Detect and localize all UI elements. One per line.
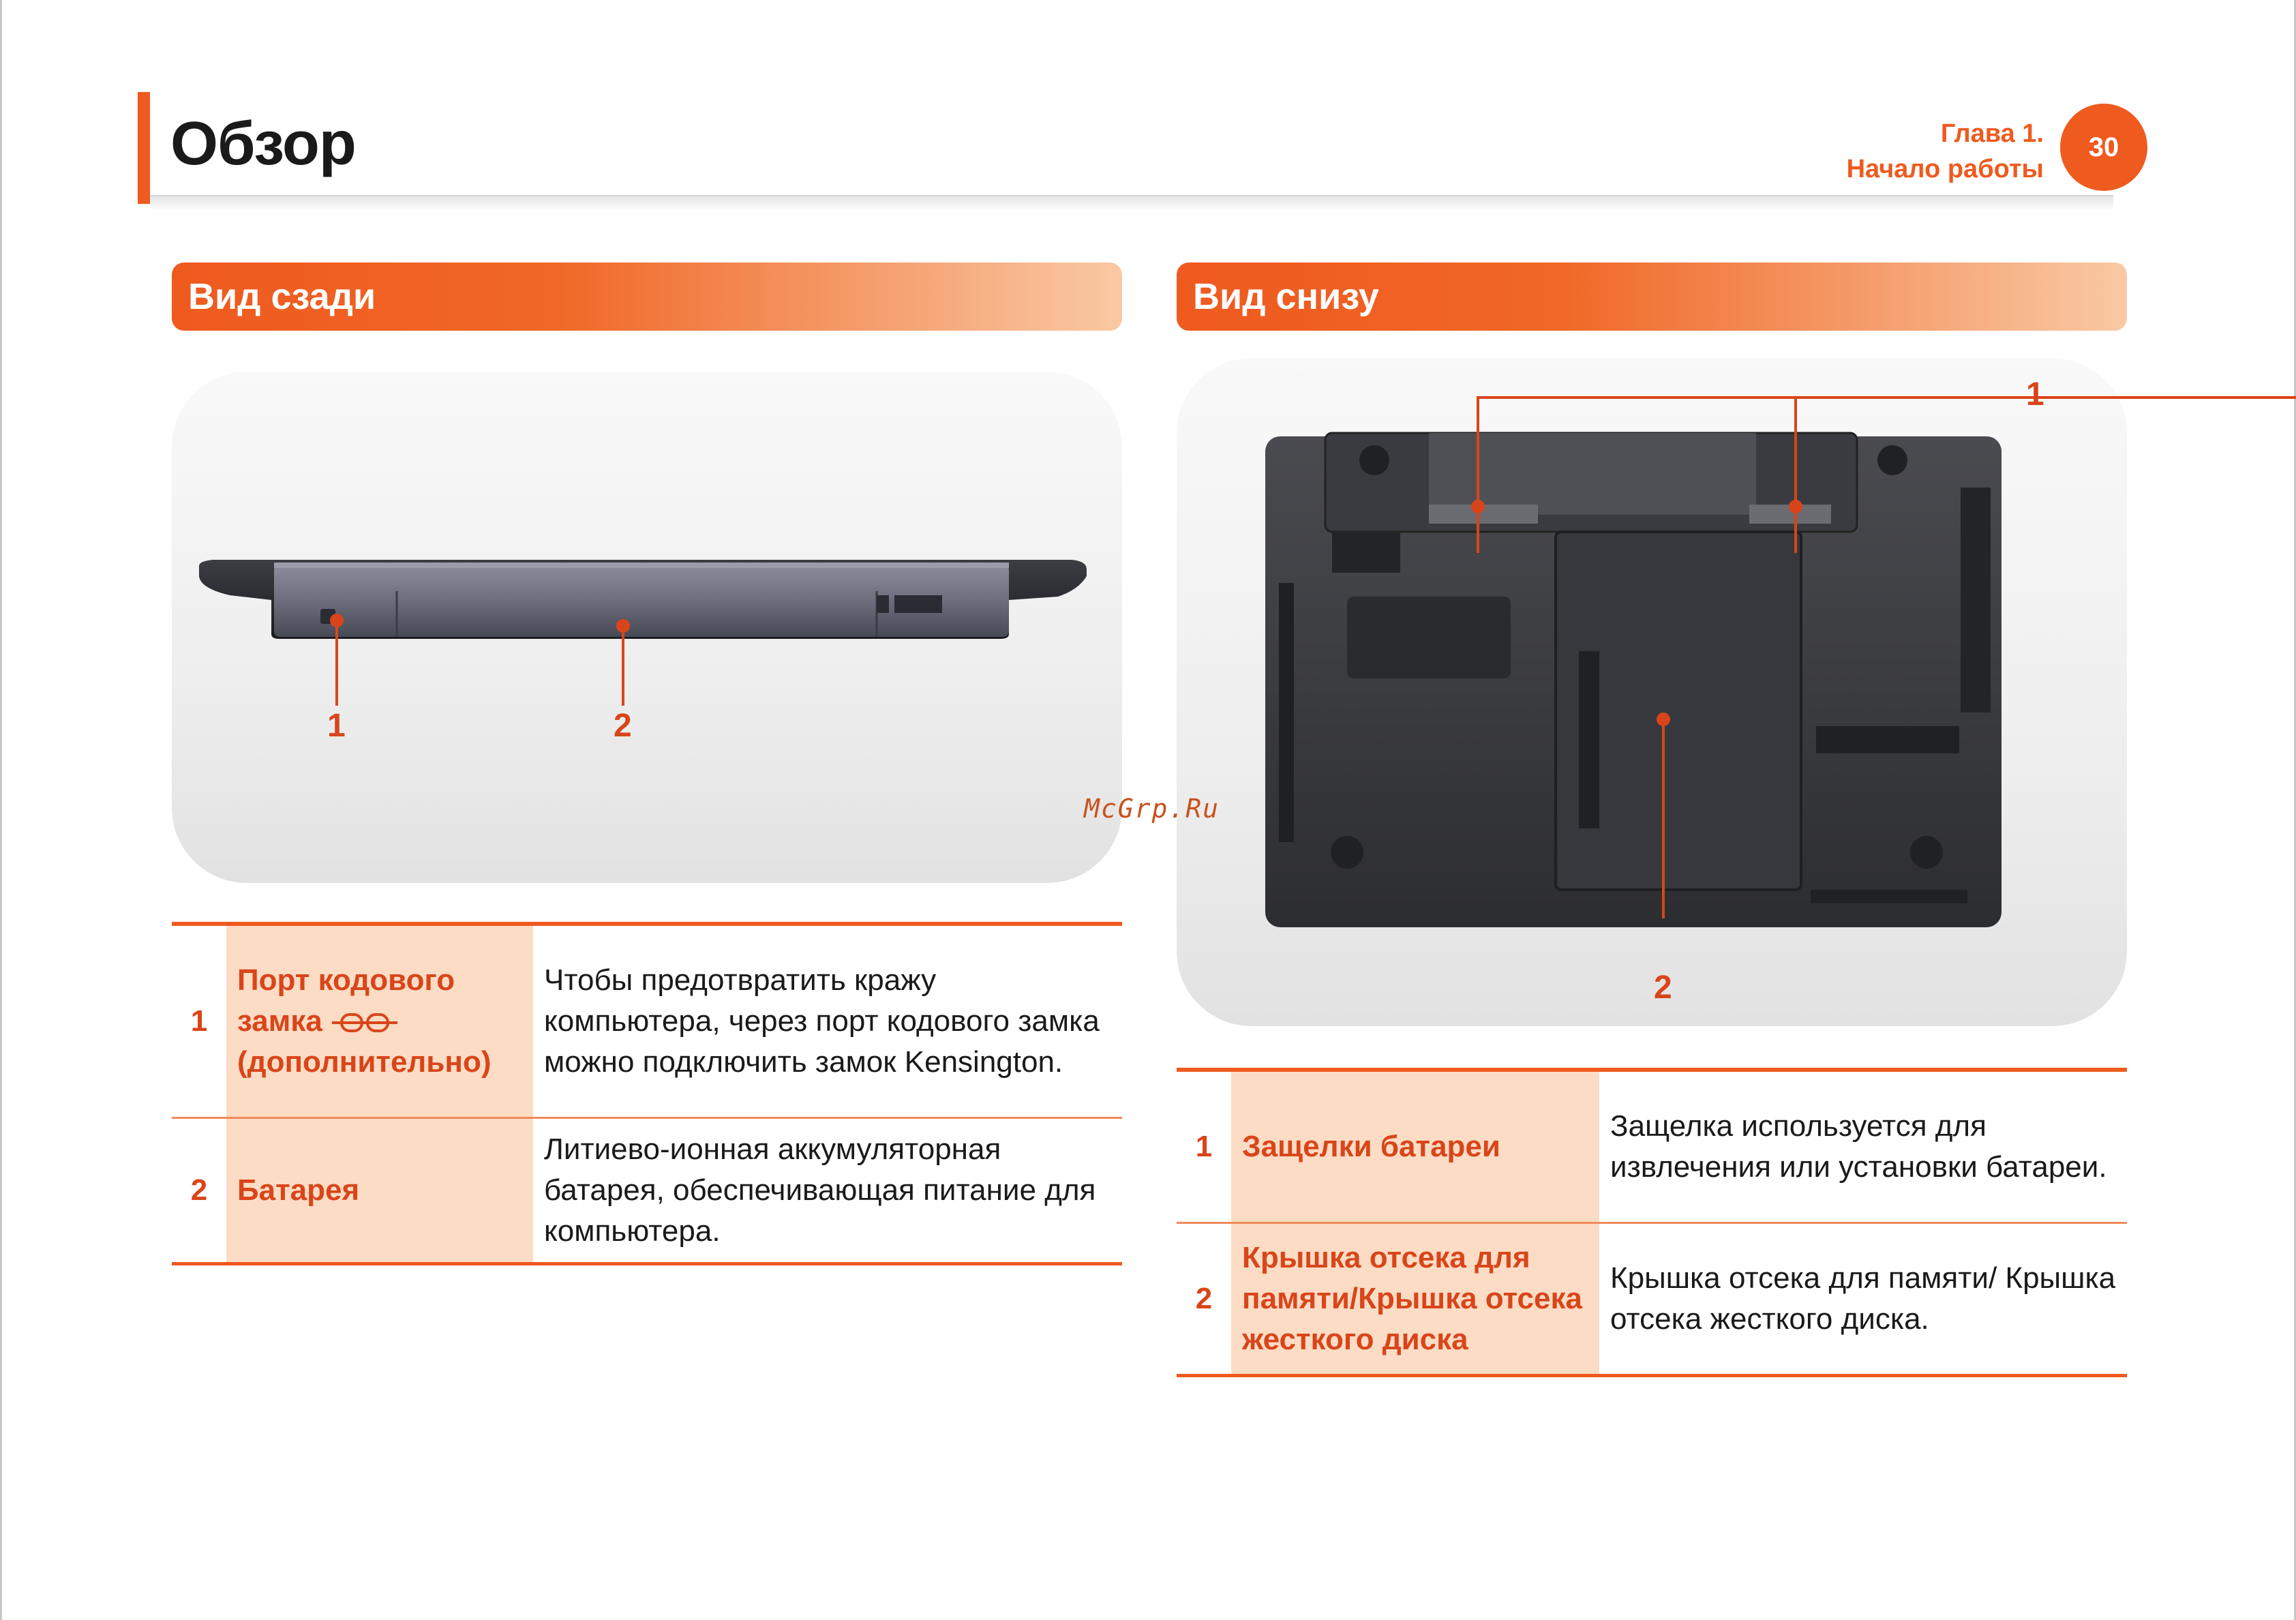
callout-line-bottom-2 (1662, 719, 1665, 918)
callout-dot-bottom-1a (1471, 500, 1485, 513)
table-row (172, 926, 1122, 1119)
bottom-view-table (1177, 1068, 2127, 1377)
row-name-suffix: (дополнительно) (237, 1045, 492, 1079)
row-number: 1 (1195, 1130, 1213, 1163)
callout-label-2: 2 (614, 708, 632, 744)
chapter-number: Глава 1. (1940, 119, 2044, 148)
callout-label-bottom-1: 1 (2026, 376, 2044, 412)
row-name: Крышка отсека для памяти/Крышка отсека жесткого диска (1231, 1224, 1599, 1374)
title-accent-bar (138, 92, 150, 204)
section-heading-rear: Вид сзади (172, 262, 1122, 331)
row-description: Защелка используется для извлечения или установки батареи. (1610, 1109, 2107, 1184)
watermark: McGrp.Ru (1084, 794, 1220, 824)
row-description: Крышка отсека для памяти/ Крышка отсека жесткого диска. (1610, 1261, 2116, 1336)
rear-view-table (172, 922, 1122, 1265)
row-description: Литиево-ионная аккумуляторная батарея, обеспечивающая питание для компьютера. (544, 1132, 1096, 1248)
table-row (1177, 1224, 2127, 1377)
row-description: Чтобы предотвратить кражу компьютера, через порт кодового замка можно подключить замок Kensington. (544, 963, 1100, 1079)
callout-line-bottom-1a (1477, 396, 1479, 553)
callout-line-2 (622, 626, 624, 706)
row-name-text: Порт кодового замка (237, 963, 455, 1038)
table-row (172, 1119, 1122, 1265)
kensington-lock-icon (331, 1011, 399, 1034)
bottom-view-image-panel (1177, 358, 2127, 1026)
callout-line-bottom-1-horizontal (1477, 396, 2296, 399)
laptop-rear-image (172, 372, 1122, 883)
header-rule (150, 195, 2113, 211)
callout-line-1 (335, 620, 338, 706)
row-name: Батарея (226, 1119, 533, 1262)
row-name (226, 926, 533, 1117)
callout-label-1: 1 (327, 708, 346, 744)
laptop-bottom-image (1177, 358, 2127, 1026)
page-border-left (0, 0, 2, 1620)
row-number: 2 (190, 1173, 208, 1207)
row-name: Защелки батареи (1231, 1072, 1599, 1222)
row-number: 2 (1195, 1282, 1213, 1315)
chapter-title: Начало работы (1846, 155, 2044, 183)
page-title: Обзор (170, 110, 356, 178)
row-number: 1 (190, 1004, 208, 1038)
callout-line-bottom-1b (1794, 396, 1797, 553)
page-number-badge: 30 (2060, 104, 2147, 191)
table-row (1177, 1072, 2127, 1224)
callout-label-bottom-2: 2 (1654, 970, 1672, 1006)
rear-view-image-panel (172, 372, 1122, 883)
chapter-label (1847, 116, 2044, 187)
callout-dot-bottom-1b (1789, 500, 1802, 513)
section-heading-bottom: Вид снизу (1177, 262, 2127, 331)
